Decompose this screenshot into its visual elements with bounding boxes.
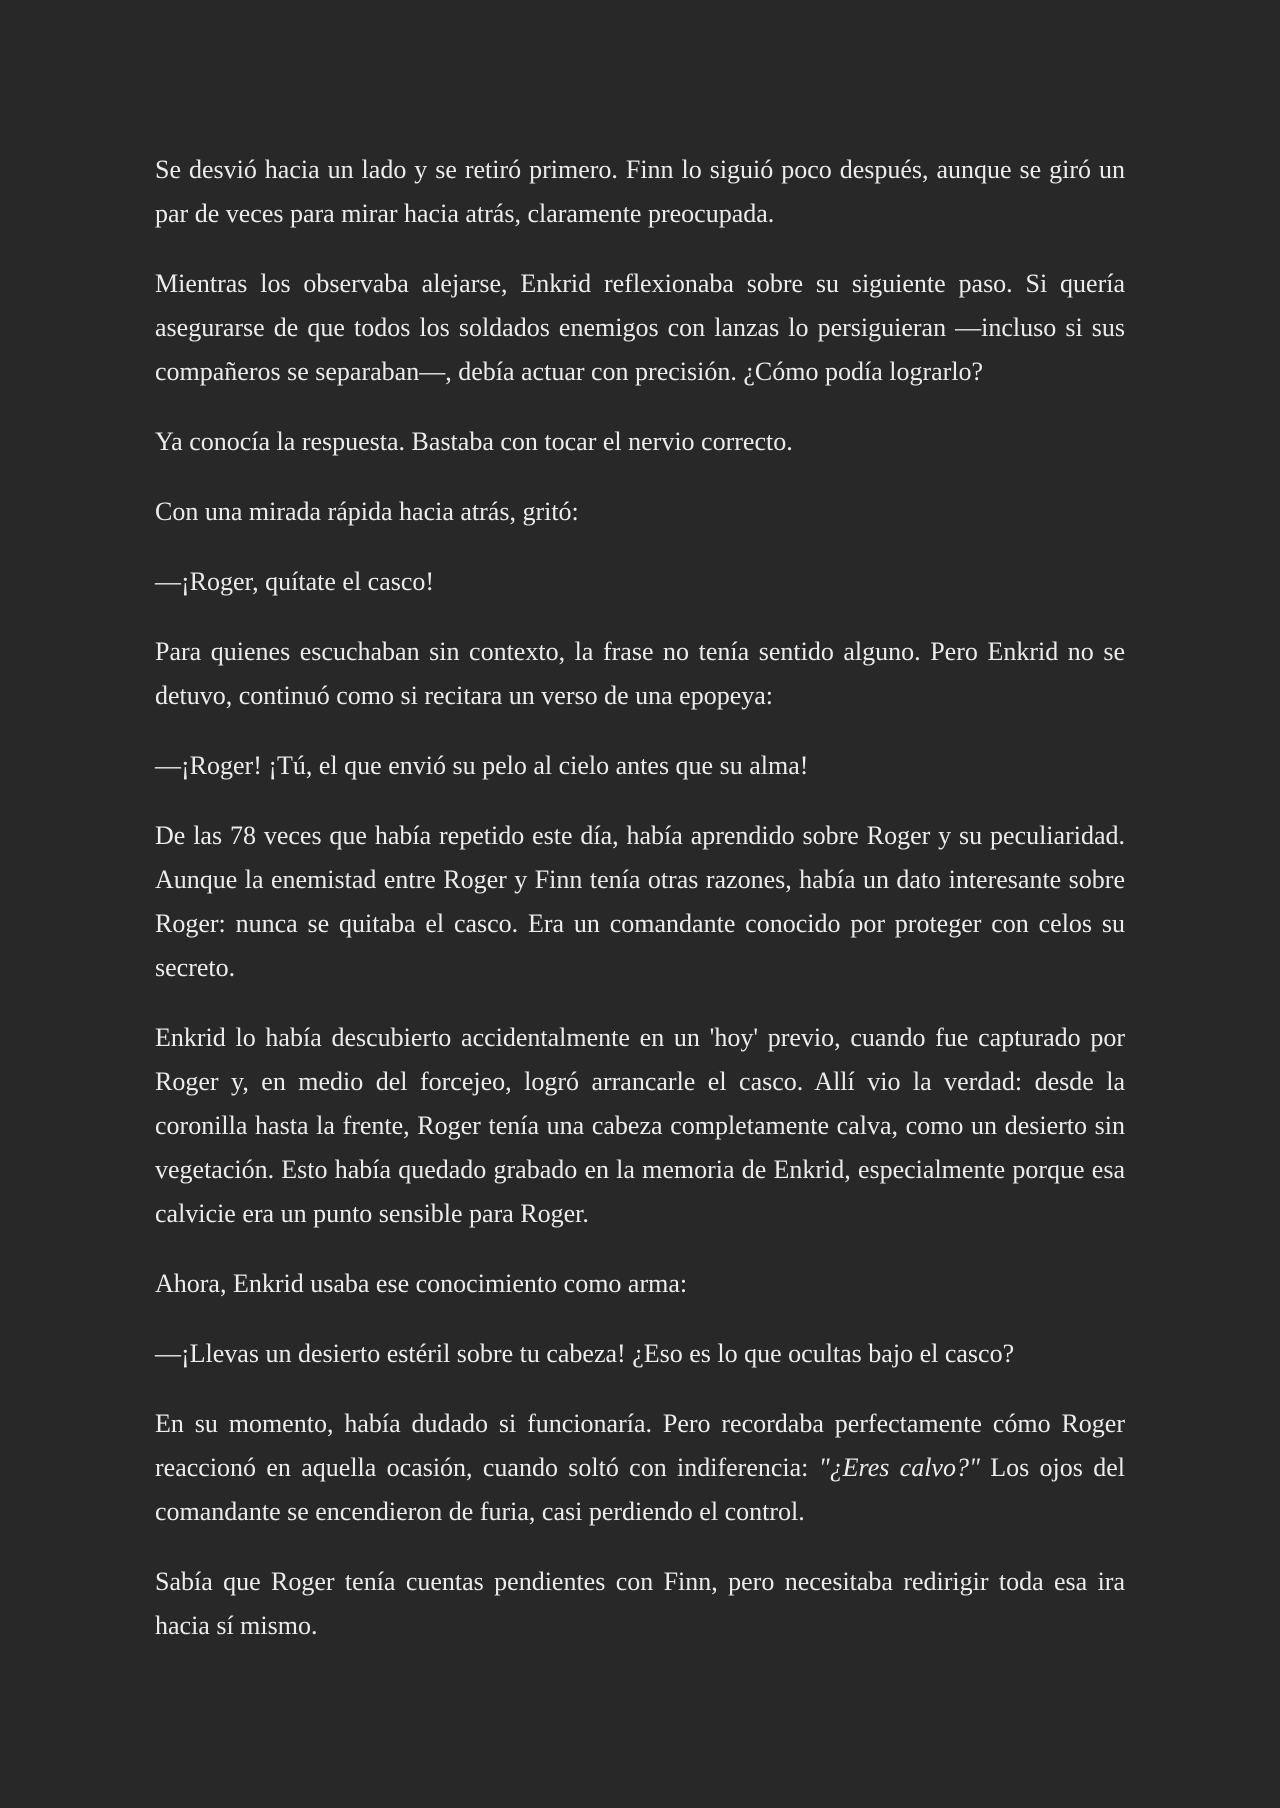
paragraph-5: Para quienes escuchaban sin contexto, la frase no tenía sentido alguno. Pero Enkrid no se detuvo, continuó como si recitara un verso de una epopeya: bbox=[155, 637, 1125, 710]
dialogue-line-2: —¡Roger! ¡Tú, el que envió su pelo al cielo antes que su alma! bbox=[155, 751, 809, 780]
dialogue-line-3: —¡Llevas un desierto estéril sobre tu cabeza! ¿Eso es lo que ocultas bajo el casco? bbox=[155, 1339, 1015, 1368]
paragraph-9-text-end: Los ojos del comandante se encendieron de furia, casi perdiendo el control. bbox=[155, 1453, 1125, 1526]
paragraph-7: Enkrid lo había descubierto accidentalmente en un 'hoy' previo, cuando fue capturado por Roger y, en medio del forcejeo, logró arrancarle el casco. Allí vio la verdad: desde la coronilla hasta la frente, Roger tenía una cabeza completamente calva, como un desierto sin vegetación. Esto había quedado grabado en la memoria de Enkrid, especialmente porque esa calvicie era un punto sensible para Roger. bbox=[155, 1023, 1125, 1228]
paragraph-8: Ahora, Enkrid usaba ese conocimiento como arma: bbox=[155, 1269, 688, 1298]
reader-page bbox=[155, 148, 1125, 1648]
paragraph-4: Con una mirada rápida hacia atrás, gritó: bbox=[155, 497, 579, 526]
paragraph-1: Se desvió hacia un lado y se retiró primero. Finn lo siguió poco después, aunque se giró un par de veces para mirar hacia atrás, claramente preocupada. bbox=[155, 155, 1125, 228]
paragraph-9 bbox=[155, 1402, 1125, 1534]
paragraph-9-text-start: En su momento, había dudado si funcionaría. Pero recordaba perfectamente cómo Roger reaccionó en aquella ocasión, cuando soltó con indiferencia: bbox=[155, 1409, 1125, 1482]
paragraph-3: Ya conocía la respuesta. Bastaba con tocar el nervio correcto. bbox=[155, 427, 793, 456]
paragraph-2: Mientras los observaba alejarse, Enkrid reflexionaba sobre su siguiente paso. Si quería asegurarse de que todos los soldados enemigos con lanzas lo persiguieran —incluso si sus compañeros se separaban—, debía actuar con precisión. ¿Cómo podía lograrlo? bbox=[155, 269, 1125, 386]
paragraph-9-italic-quote: "¿Eres calvo?" bbox=[818, 1453, 980, 1482]
paragraph-10: Sabía que Roger tenía cuentas pendientes con Finn, pero necesitaba redirigir toda esa ira hacia sí mismo. bbox=[155, 1567, 1125, 1640]
paragraph-6: De las 78 veces que había repetido este día, había aprendido sobre Roger y su peculiaridad. Aunque la enemistad entre Roger y Finn tenía otras razones, había un dato interesante sobre Roger: nunca se quitaba el casco. Era un comandante conocido por proteger con celos su secreto. bbox=[155, 821, 1125, 982]
dialogue-line-1: —¡Roger, quítate el casco! bbox=[155, 567, 435, 596]
